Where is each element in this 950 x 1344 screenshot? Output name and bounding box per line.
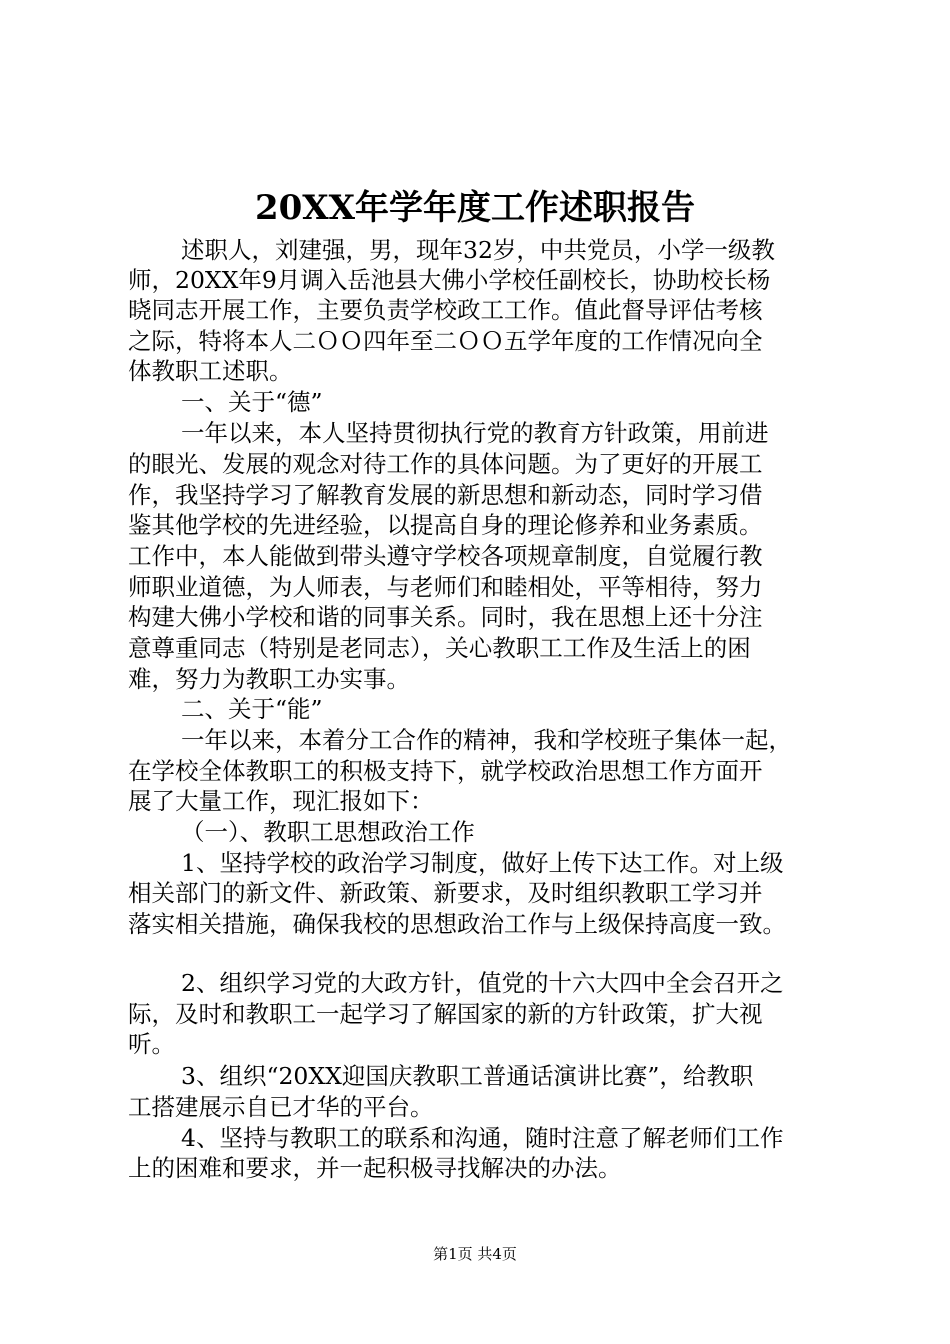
- section-heading: 二、关于“能”: [181, 695, 323, 723]
- document-title: 20XX年学年度工作述职报告: [254, 188, 696, 228]
- text-line: 晓同志开展工作，主要负责学校政工工作。值此督导评估考核: [128, 296, 763, 324]
- text-line: 师职业道德，为人师表，与老师们和睦相处，平等相待，努力: [128, 573, 763, 601]
- text-line: 上的困难和要求，并一起积极寻找解决的办法。: [128, 1154, 622, 1182]
- text-line: 落实相关措施，确保我校的思想政治工作与上级保持高度一致。: [128, 910, 786, 938]
- text-line: 一年以来，本人坚持贯彻执行党的教育方针政策，用前进: [181, 419, 769, 447]
- subsection-heading: （一）、教职工思想政治工作: [181, 818, 475, 846]
- text-line: 际，及时和教职工一起学习了解国家的新的方针政策，扩大视: [128, 1000, 763, 1028]
- text-line: 工搭建展示自已才华的平台。: [128, 1093, 434, 1121]
- text-line: 1、坚持学校的政治学习制度，做好上传下达工作。对上级: [181, 849, 784, 877]
- text-line: 工作中，本人能做到带头遵守学校各项规章制度，自觉履行教: [128, 542, 763, 570]
- text-line: 体教职工述职。: [128, 357, 293, 385]
- text-line: 3、组织“20XX迎国庆教职工普通话演讲比赛”，给教职: [181, 1062, 754, 1090]
- text-line: 难，努力为教职工办实事。: [128, 665, 410, 693]
- text-line: 的眼光、发展的观念对待工作的具体问题。为了更好的开展工: [128, 450, 763, 478]
- text-line: 听。: [128, 1030, 175, 1058]
- text-line: 意尊重同志（特别是老同志），关心教职工工作及生活上的困: [128, 634, 751, 662]
- text-line: 在学校全体教职工的积极支持下，就学校政治思想工作方面开: [128, 757, 763, 785]
- text-line: 构建大佛小学校和谐的同事关系。同时，我在思想上还十分注: [128, 603, 763, 631]
- text-line: 展了大量工作，现汇报如下：: [128, 787, 434, 815]
- text-line: 述职人，刘建强，男，现年32岁，中共党员，小学一级教: [181, 236, 775, 264]
- text-line: 师，20XX年9月调入岳池县大佛小学校任副校长，协助校长杨: [128, 266, 771, 294]
- text-line: 一年以来，本着分工合作的精神，我和学校班子集体一起，: [181, 726, 792, 754]
- text-line: 作，我坚持学习了解教育发展的新思想和新动态，同时学习借: [128, 481, 763, 509]
- page-number-footer: 第1页 共4页: [433, 1245, 517, 1263]
- text-line: 相关部门的新文件、新政策、新要求，及时组织教职工学习并: [128, 879, 763, 907]
- text-line: 鉴其他学校的先进经验，以提高自身的理论修养和业务素质。: [128, 511, 763, 539]
- section-heading: 一、关于“德”: [181, 388, 323, 416]
- text-line: 4、坚持与教职工的联系和沟通，随时注意了解老师们工作: [181, 1124, 784, 1152]
- text-line: 之际，特将本人二ＯＯ四年至二ＯＯ五学年度的工作情况向全: [128, 327, 763, 355]
- text-line: 2、组织学习党的大政方针，值党的十六大四中全会召开之: [181, 969, 784, 997]
